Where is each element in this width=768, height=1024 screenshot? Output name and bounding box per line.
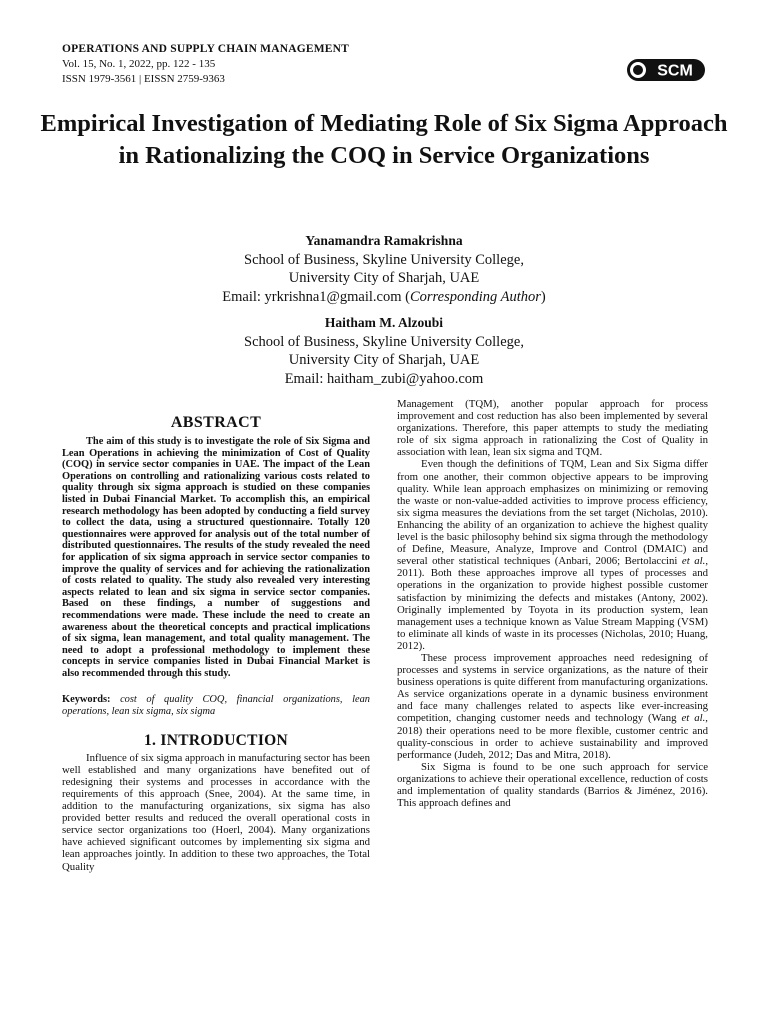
paragraph-text: These process improvement approaches need redesigning of processes and systems in service organizations, as the nature of their business operations is quite different from manufacturing organizations. As service organizations operate in a dynamic business environment and face many challenges related to aspects like ever-increasing competition, changing customer needs and technology (Wang (397, 651, 708, 725)
keywords (62, 694, 370, 717)
journal-name: OPERATIONS AND SUPPLY CHAIN MANAGEMENT (62, 43, 350, 55)
body-paragraph: Management (TQM), another popular approach for process improvement and cost reduction has also been implemented by several organizations. Therefore, this paper attempts to study the mediating role of six sigma approach in rationalizing the Cost of Quality in association with lean, lean six sigma and TQM. (397, 398, 708, 459)
author-location: University City of Sharjah, UAE (288, 270, 480, 286)
left-column (62, 410, 370, 873)
keywords-label: Keywords: (62, 694, 111, 706)
corresponding-author-note: Corresponding Author (409, 288, 541, 305)
introduction-paragraph: Influence of six sigma approach in manufacturing sector has been well established and many organizations have benefited out of redesigning their systems and processes in accordance with the requirements of this approach (Snee, 2004). At the same time, in addition to the manufacturing organizations, six sigma has also provided better results and reduced the overall operational costs in service sector organizations too (Hoerl, 2004). Many organizations have achieved significant outcomes by implementing six sigma and lean approaches jointly. In addition to these two approaches, the Total Quality (62, 751, 370, 873)
et-al: et al. (681, 712, 706, 725)
author-location: University City of Sharjah, UAE (288, 352, 480, 368)
body-paragraph (397, 652, 708, 761)
author-email: Email: yrkrishna1@gmail.com ( (222, 288, 410, 305)
author-affiliation: School of Business, Skyline University College, (244, 251, 524, 268)
et-al: et al. (681, 555, 706, 568)
author-email: Email: haitham_zubi@yahoo.com (284, 370, 484, 387)
svg-text:SCM: SCM (657, 62, 693, 80)
abstract-heading: ABSTRACT (170, 414, 262, 431)
right-column (397, 398, 708, 809)
journal-header (62, 42, 562, 87)
author-email-line (0, 288, 768, 307)
journal-issn: ISSN 1979-3561 | EISSN 2759-9363 (62, 73, 225, 85)
body-paragraph: Six Sigma is found to be one such approach for service organizations to achieve their operational excellence, reduction of costs and implementation of quality standards (Barrios & Jiménez, 2016). This approach defines and (397, 760, 708, 810)
author-name: Yanamandra Ramakrishna (305, 233, 463, 248)
oscm-logo (627, 59, 705, 81)
paragraph-text: , 2011). Both these approaches improve all types of processes and operations in the organization to provide highest possible customer satisfaction by minimizing the defects and mistakes (Antony, 2002). Originally implemented by Toyota in its production system, lean management uses a technique known as Value Stream Mapping (VSM) to eliminate all kinds of waste in its processes (Nicholas, 2010; Huang, 2012). (397, 555, 709, 652)
author-affiliation: School of Business, Skyline University College, (244, 333, 524, 350)
paper-title: Empirical Investigation of Mediating Role of Six Sigma Approach in Rationalizing the COQ in Service Organizations (40, 110, 728, 169)
body-paragraph (397, 458, 708, 652)
email-close-paren: ) (540, 288, 546, 305)
paragraph-text: , 2018) their operations need to be more flexible, customer centric and quality-conscious in order to achieve sustainability and improved performance (Judeh, 2012; Das and Mitra, 2018). (397, 712, 708, 761)
abstract-body: The aim of this study is to investigate the role of Six Sigma and Lean Operations in achieving the minimization of Cost of Quality (COQ) in service sector companies in UAE. The impact of the Lean Operations on controlling and rationalizing various costs related to quality through six sigma approach is studied on these companies listed in Dubai Financial Market. To accomplish this, an empirical research methodology has been adopted by conducting a field survey to collect the data, using a structured questionnaire. Totally 120 questionnaires were approved for analysis out of the total number of distributed questionnaires. The results of the study revealed the need for application of six sigma approach in service sector companies to improve the quality of services and for achieving the rationalization of costs related to quality. The study also revealed very interesting aspects related to lean and six sigma in service sector companies. Based on these findings, a number of suggestions and recommendations were made. These include the need to create an awareness about the theoretical concepts and practical implications of six sigma, lean management, and total quality management. The need to adopt a professional methodology to implement these concepts in service companies listed in Dubai Financial Market is also recommended through this study. (62, 436, 370, 679)
journal-volume: Vol. 15, No. 1, 2022, pp. 122 - 135 (62, 58, 216, 70)
paragraph-text: Even though the definitions of TQM, Lean and Six Sigma differ from one another, their common objective appears to be improving quality. While lean approach emphasizes on minimizing or removing the waste or non-value-added activities to improve process efficiency, six sigma measures the deviations from the set target (Nicholas, 2010). Enhancing the ability of an organization to achieve the highest quality level is the basic philosophy behind six sigma through the methodology of Define, Measure, Analyze, Improve and Control (DMAIC) and several other statistical techniques (Anbari, 2006; Bertolaccini (397, 458, 708, 568)
author-block-1 (0, 232, 768, 306)
author-name: Haitham M. Alzoubi (324, 315, 444, 330)
introduction-heading: 1. INTRODUCTION (143, 731, 288, 749)
author-block-2 (0, 314, 768, 388)
keywords-text: cost of quality COQ, financial organizations, lean operations, lean six sigma, six sigma (62, 694, 370, 718)
